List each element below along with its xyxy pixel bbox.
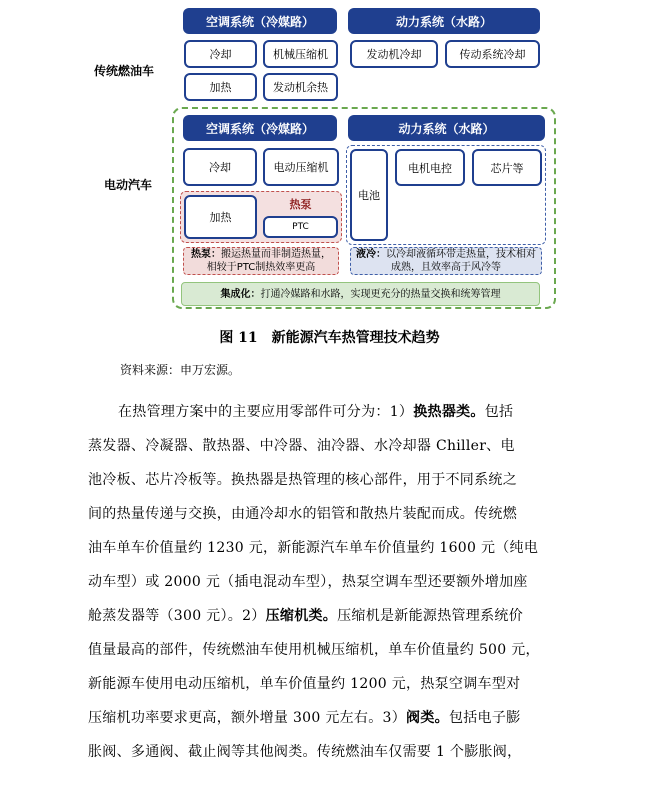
electric-ac-header: 空调系统（冷媒路）: [183, 115, 337, 141]
paragraph-line: 池冷板、芯片冷板等。换热器是热管理的核心部件，用于不同系统之: [88, 472, 517, 488]
paragraph-line: [88, 599, 658, 633]
integration-note-title: 集成化：: [220, 288, 261, 300]
traditional-car-label: 传统燃油车: [94, 64, 155, 78]
heat-pump-label: 热泵: [289, 198, 312, 211]
paragraph-line: 胀阀、多通阀、截止阀等其他阀类。传统燃油车仅需要 1 个膨胀阀，: [88, 744, 522, 760]
ptc-box: PTC: [263, 216, 338, 238]
text-run: 包括: [484, 404, 514, 420]
figure-caption: 图 11 新能源汽车热管理技术趋势: [219, 330, 440, 346]
text-run: 压缩机是新能源热管理系统价: [337, 608, 523, 624]
traditional-power-header: 动力系统（水路）: [348, 8, 540, 34]
electric-compressor-box: 电动压缩机: [263, 148, 339, 186]
traditional-heating-box: 加热: [184, 73, 257, 101]
text-run: 包括电子膨: [448, 710, 521, 726]
text-run: 舱蒸发器等（300 元）。2）: [88, 608, 266, 624]
bold-heading-heat-exchanger: 换热器类。: [413, 404, 485, 420]
electric-cooling-box: 冷却: [183, 148, 257, 186]
traditional-mechanical-compressor-box: 机械压缩机: [263, 40, 338, 68]
electric-power-header: 动力系统（水路）: [348, 115, 545, 141]
liquid-cooling-note-title: 液冷：: [356, 249, 386, 260]
electric-car-label: 电动汽车: [104, 178, 153, 192]
paragraph-line: [88, 701, 658, 735]
traditional-transmission-cooling-box: 传动系统冷却: [445, 40, 540, 68]
paragraph-line: 油车单车价值量约 1230 元，新能源汽车单车价值量约 1600 元（纯电: [88, 540, 539, 556]
traditional-engine-cooling-box: 发动机冷却: [350, 40, 438, 68]
heat-pump-note-title: 热泵：: [191, 249, 221, 260]
electric-heating-box: 加热: [184, 195, 257, 239]
bold-heading-valve: 阀类。: [406, 710, 449, 726]
paragraph-line: 动车型）或 2000 元（插电混动车型），热泵空调车型还要额外增加座: [88, 574, 528, 590]
traditional-cooling-box: 冷却: [184, 40, 257, 68]
figure-source: 资料来源：申万宏源。: [120, 363, 241, 377]
paragraph-line: 间的热量传递与交换，由通冷却水的铝管和散热片装配而成。传统燃: [88, 506, 517, 522]
liquid-cooling-note-text: 以冷却液循环带走热量，技术相对成熟，且效率高于风冷等: [386, 249, 536, 273]
text-run: 压缩机功率要求更高，额外增量 300 元左右。3）: [88, 710, 407, 726]
body-paragraph: [88, 395, 658, 769]
paragraph-line: 值量最高的部件，传统燃油车使用机械压缩机，单车价值量约 500 元，: [88, 642, 540, 658]
traditional-ac-header: 空调系统（冷媒路）: [183, 8, 337, 34]
text-run: 在热管理方案中的主要应用零部件可分为：1）: [118, 404, 414, 420]
motor-control-box: 电机电控: [395, 149, 465, 186]
traditional-engine-waste-heat-box: 发动机余热: [263, 73, 338, 101]
liquid-cooling-note: [350, 247, 542, 275]
integration-note-text: 打通冷媒路和水路，实现更充分的热量交换和统筹管理: [260, 288, 501, 300]
paragraph-line: 新能源车使用电动压缩机，单车价值量约 1200 元，热泵空调车型对: [88, 676, 521, 692]
integration-note: [181, 282, 540, 306]
paragraph-line: 蒸发器、冷凝器、散热器、中冷器、油冷器、水冷却器 Chiller、电: [88, 438, 515, 454]
paragraph-line: [88, 395, 658, 429]
bold-heading-compressor: 压缩机类。: [265, 608, 338, 624]
heat-pump-note-text: 搬运热量而非制造热量，相较于PTC制热效率更高: [206, 249, 331, 273]
chip-box: 芯片等: [472, 149, 542, 186]
heat-pump-note: [183, 247, 339, 275]
battery-box: 电池: [350, 149, 388, 241]
